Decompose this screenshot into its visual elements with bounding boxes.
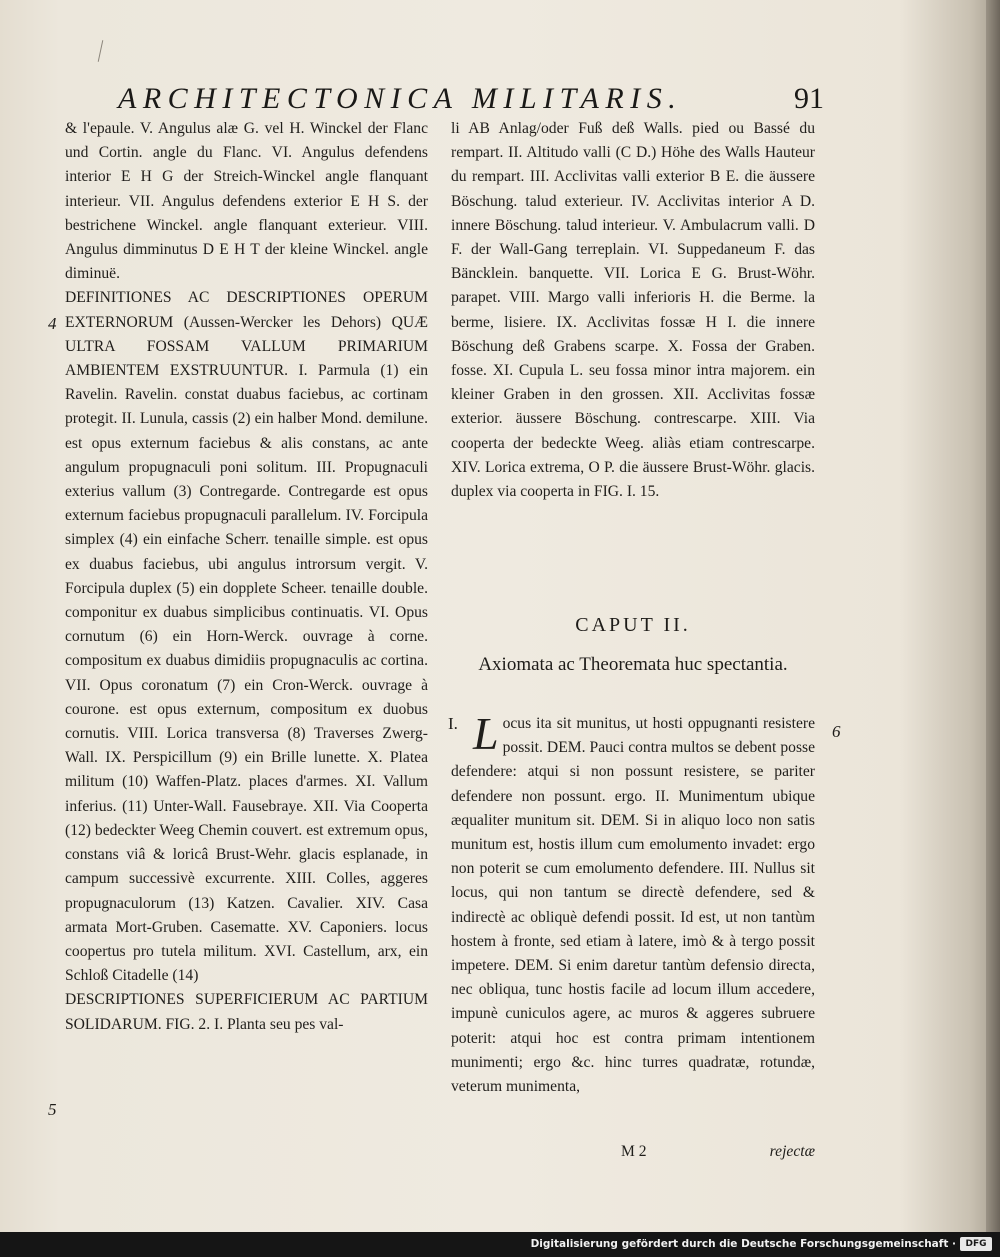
signature-mark: M 2 [621,1143,647,1160]
right-column-top [451,117,815,504]
running-title: ARCHITECTONICA MILITARIS. [118,82,683,115]
dfg-logo-icon: DFG [960,1237,992,1251]
left-column [65,117,428,1037]
left-paragraph-outworks: DEFINITIONES AC DESCRIPTIONES OPERUM EXTERNORUM (Aussen-Wercker les Dehors) QUÆ ULTRA FOSSAM VALLUM PRIMARIUM AMBIENTEM EXSTRUUNTUR. I. Parmula (1) ein Ravelin. Ravelin. constat duabus faciebus, ac cortinam protegit. II. Lunula, cassis (2) ein halber Mond. demilune. est opus externum faciebus & alis constans, ac ante angulum propugnaculi poni solitum. III. Propugnaculi exterius vallum (3) Contregarde. Contregarde est opus externum faciebus propugnaculi parallelum. IV. Forcipula simplex (4) ein einfache Scherr. tenaille simple. est opus ex duabus faciebus, ubi angulus introrsum vergit. V. Forcipula duplex (5) ein dopplete Scheer. tenaille double. componitur ex duabus simplicibus continuatis. VI. Opus cornutum (6) ein Horn-Werck. ouvrage à corne. compositum ex duabus dimidiis propugnaculis ac cortina. VII. Opus coronatum (7) ein Cron-Werck. ouvrage à courone. est opus externum, compositum ex duobus cornutis. VIII. Lorica transversa (8) Traverses Zwerg-Wall. IX. Perspicillum (9) ein Brille lunette. X. Platea militum (10) Waffen-Platz. places d'armes. XI. Vallum inferius. (11) Unter-Wall. Fausebraye. XII. Via Cooperta (12) bedeckter Weeg Chemin couvert. est extremum opus, constans viâ & loricâ Brust-Wehr. glacis esplanade, in campum successivè excurrente. XIII. Colles, aggeres propugnaculorum (13) Katzen. Cavalier. XIV. Casa armata Mort-Gruben. Casematte. XV. Caponiers. locus coopertus pro tutela militum. XVI. Castellum, arx, ein Schloß Citadelle (14) [65,289,428,985]
pencil-mark [98,40,104,62]
footer-bar [0,1232,1000,1257]
drop-capital: L [473,708,499,759]
footer-credit: Digitalisierung gefördert durch die Deutsche Forschungsgemeinschaft · [530,1238,956,1250]
page-number: 91 [794,82,824,115]
page-edge-shadow [986,0,1000,1232]
right-paragraph-rampart: li AB Anlag/oder Fuß deß Walls. pied ou Bassé du rempart. II. Altitudo valli (C D.) Höhe des Walls Hauteur du rempart. III. Acclivitas valli exterior B E. die äussere Böschung. talud exterieur. IV. Acclivitas interior A D. innere Böschung. talud interieur. V. Ambulacrum valli. D F. der Wall-Gang terreplain. VI. Suppedaneum F. das Bäncklein. banquette. VII. Lorica E G. Brust-Wöhr. parapet. VIII. Margo valli inferioris H. die Berme. la berme, lisiere. IX. Acclivitas fossæ H I. die innere Böschung deß Grabens scarpe. X. Fossa der Graben. fosse. XI. Cupula L. seu fossa minor intra majorem. ein kleiner Graben in den grossen. XII. Acclivitas fossæ exterior. äussere Böschung. contrescarpe. XIII. Via cooperta der bedeckte Weeg. aliàs etiam contrescarpe. XIV. Lorica extrema, O P. die äussere Brust-Wöhr. glacis. duplex via cooperta in FIG. I. 15. [451,120,815,501]
margin-number-4: 4 [48,314,57,333]
left-paragraph-angles: & l'epaule. V. Angulus alæ G. vel H. Winckel der Flanc und Cortin. angle du Flanc. VI. Angulus defendens interior E H G der Streich-Winckel angle flanquant interieur. VII. Angulus defendens exterior E H S. der bestrichene Winckel. angle flanquant exterieur. VIII. Angulus dimminutus D E H T der kleine Winckel. angle diminuë. [65,120,428,283]
margin-number-5: 5 [48,1100,57,1119]
right-column-body [448,708,815,1099]
catchword: rejectæ [769,1143,815,1160]
chapter-subtitle: Axiomata ac Theoremata huc spectantia. [478,654,788,675]
axioms-paragraph: ocus ita sit munitus, ut hosti oppugnanti resistere possit. DEM. Pauci contra multos se debent posse defendere: atqui si non possunt resistere, se pariter defendere non possunt. ergo. II. Munimentum ubique æqualiter munitum sit. DEM. Si in aliquo loco non satis munitum est, hostis illum cum emolumento invadet: ergo non poterit se cum emolumento defendere. III. Nullus sit locus, qui non tantum se directè defendere, sed & indirectè ac obliquè defendi possit. Id est, ut non tantùm hostem à fronte, sed etiam à latere, imò & à tergo possit impetere. DEM. Si enim daretur tantùm defensio directa, nec obliqua, tunc hostis facile ad locum illum accedere, impunè cuniculos agere, ac muros & aggeres subruere poterit: atqui hoc est contra primam intentionem munimenti; ergo &c. hinc turres quadratæ, rotundæ, veterum munimenta, [451,715,815,1096]
chapter-heading: CAPUT II. [575,614,691,636]
margin-number-6: 6 [832,722,841,741]
paragraph-number-I: I. [448,714,458,733]
left-paragraph-surfaces: DESCRIPTIONES SUPERFICIERUM AC PARTIUM SOLIDARUM. FIG. 2. I. Planta seu pes val- [65,991,428,1033]
page-header [118,78,824,120]
